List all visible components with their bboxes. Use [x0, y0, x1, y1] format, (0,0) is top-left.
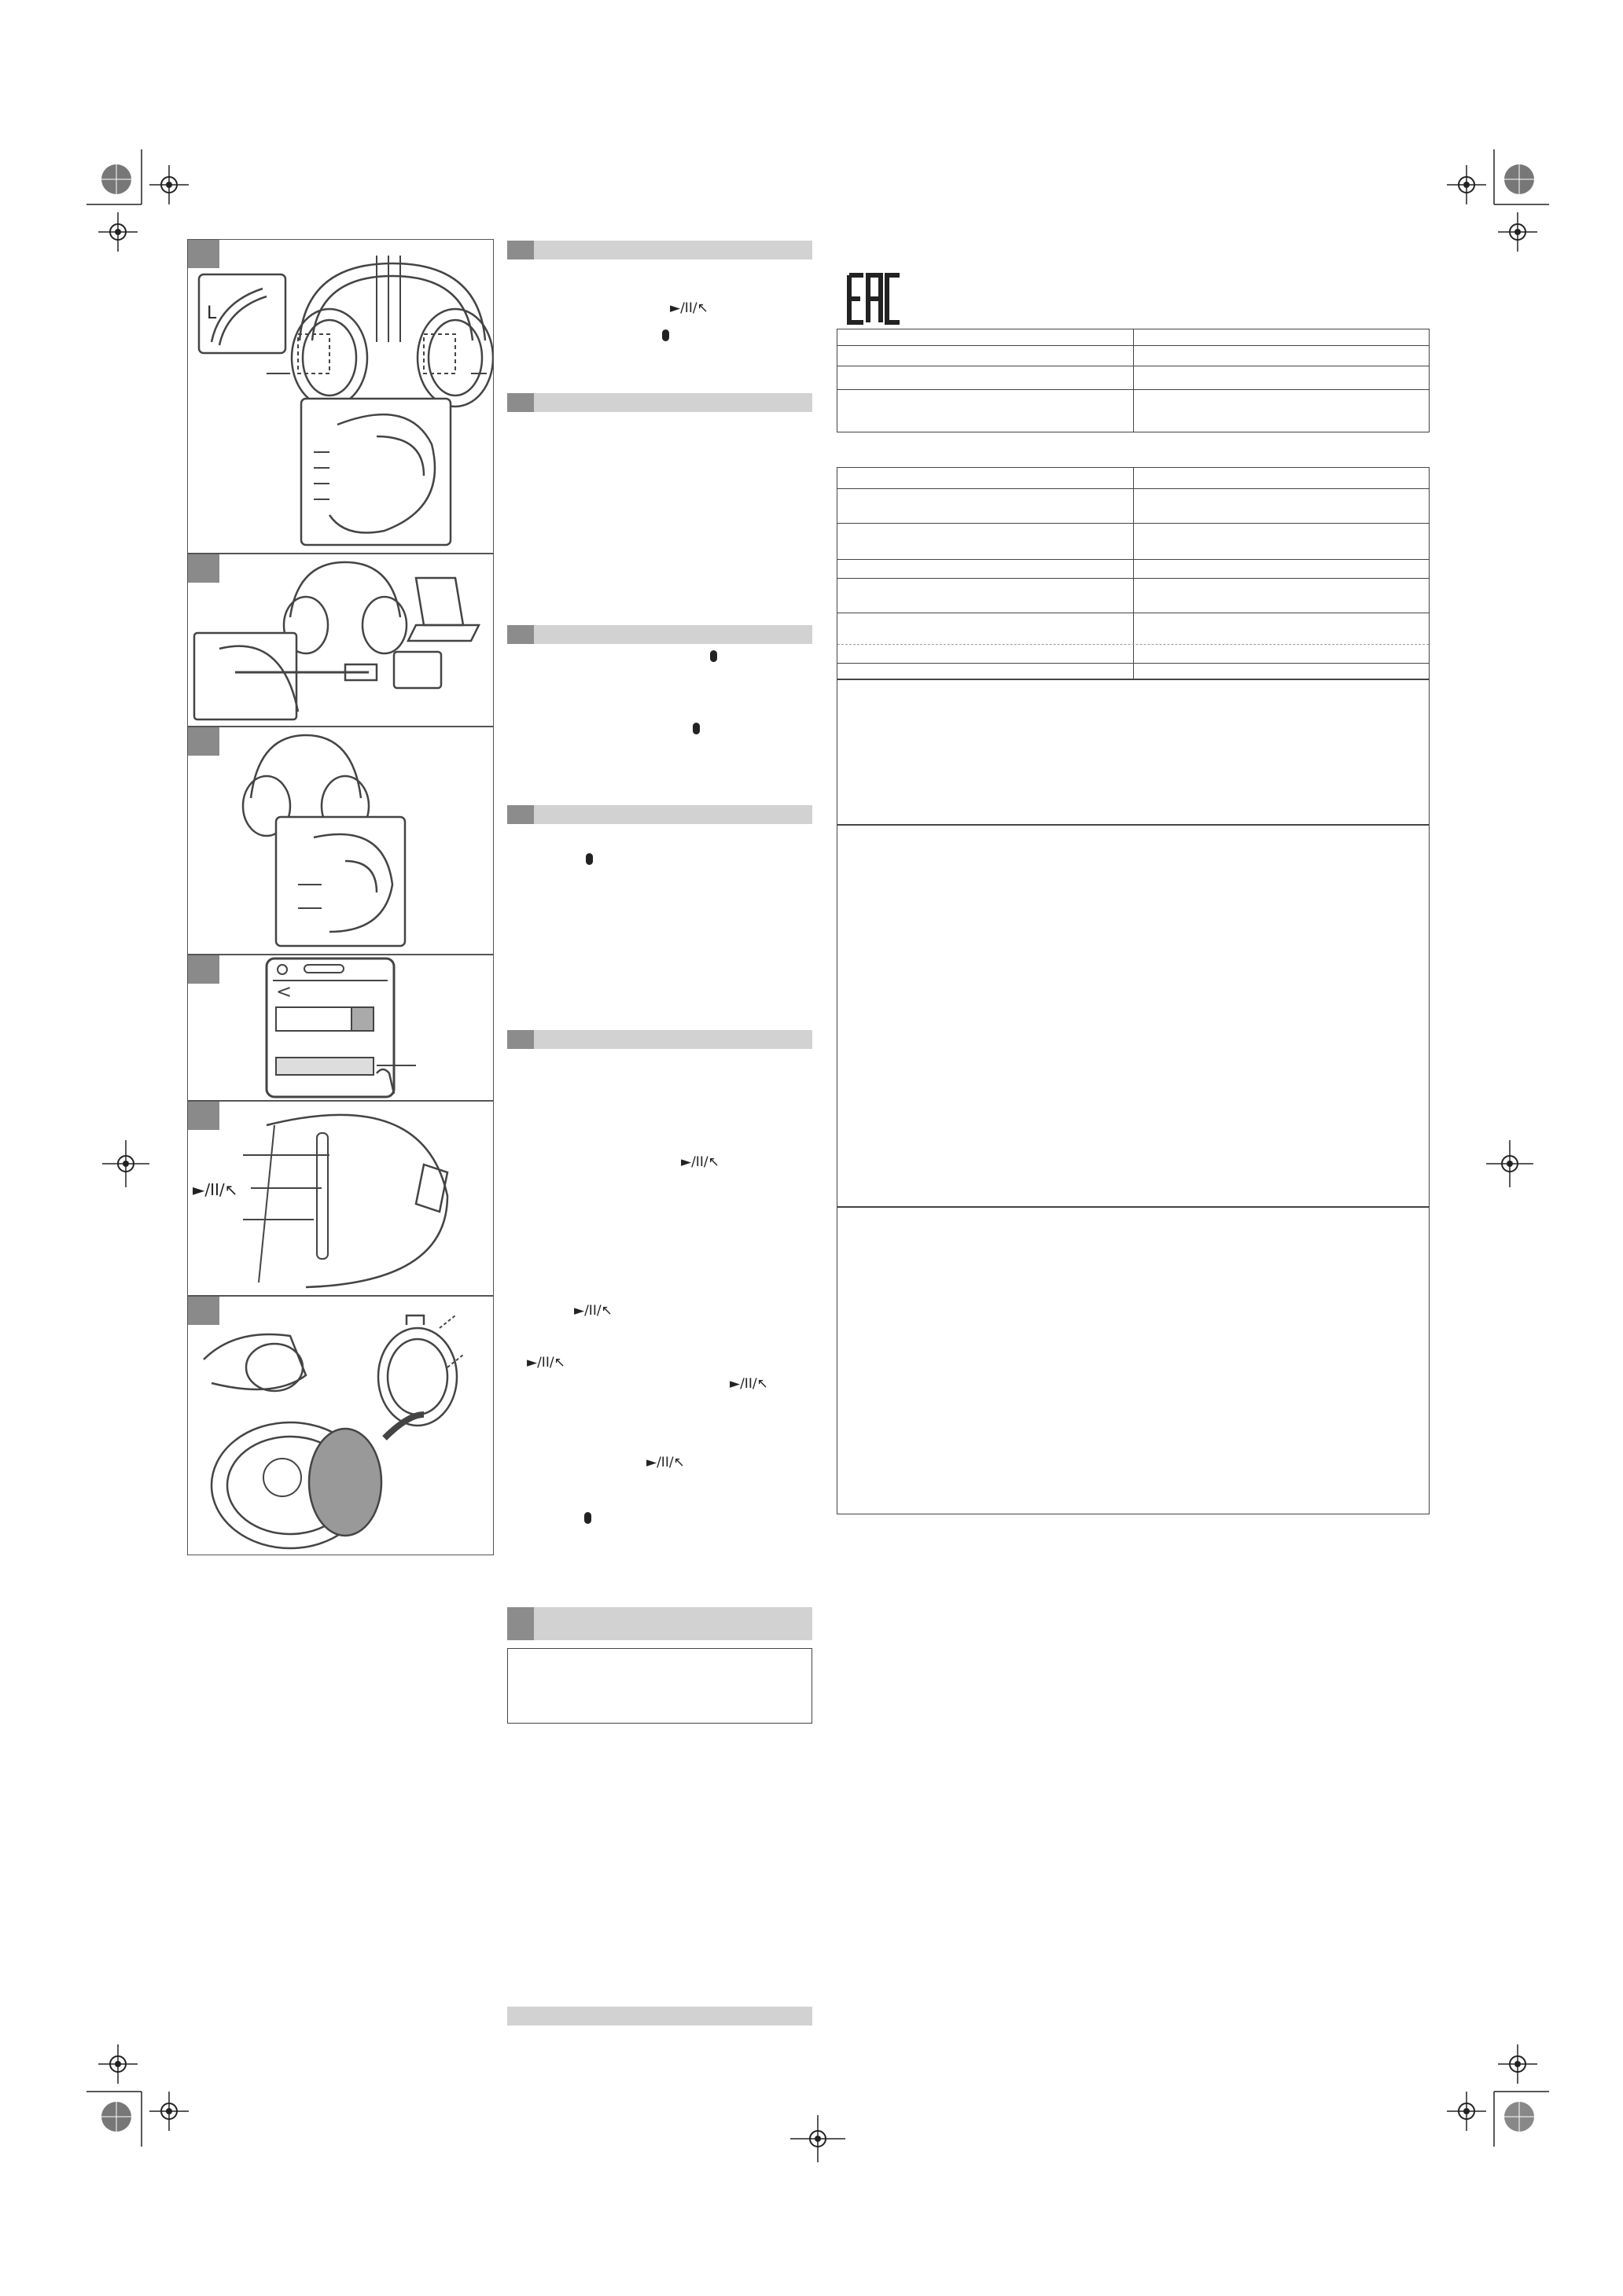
figure-panel-2: [187, 554, 494, 727]
registration-mark-mid-left: [94, 1132, 157, 1195]
figure-panel-1: [187, 239, 494, 554]
figure-number-tab: [188, 1102, 219, 1130]
section-header-tab: [507, 805, 534, 824]
ear-pad-replacement-illustration: [188, 1297, 494, 1555]
play-pause-call-symbol: ►/II/↖: [730, 1376, 768, 1392]
section-header-tab: [507, 1030, 534, 1049]
section-header-tab: [507, 241, 534, 259]
figure-number-tab: [188, 1297, 219, 1325]
section-header-1: [507, 241, 812, 259]
play-pause-call-symbol: ►/II/↖: [527, 1355, 565, 1371]
figure-number-tab: [188, 554, 219, 583]
usb-charging-illustration: [188, 554, 494, 727]
play-pause-call-button-label: ►/II/↖: [193, 1180, 238, 1199]
play-pause-call-symbol: ►/II/↖: [574, 1303, 613, 1319]
headphones-overview-illustration: [188, 240, 494, 554]
play-pause-call-symbol: ►/II/↖: [670, 300, 708, 316]
smartphone-pairing-illustration: [188, 955, 494, 1101]
section-header-tab: [507, 625, 534, 644]
play-pause-call-symbol: ►/II/↖: [681, 1154, 719, 1170]
svg-text:L: L: [207, 304, 217, 323]
bluetooth-icon: [710, 648, 717, 664]
power-button-illustration: [188, 727, 494, 955]
spec-table-2: [837, 467, 1430, 679]
bluetooth-icon: [584, 1510, 591, 1525]
play-pause-call-symbol: ►/II/↖: [646, 1455, 685, 1470]
registration-mark-bottom-right: [1415, 2013, 1549, 2147]
registration-mark-top-right: [1415, 149, 1549, 283]
spec-table-1: [837, 329, 1430, 432]
section-header-3: [507, 625, 812, 644]
svg-text:<: <: [276, 981, 293, 1003]
figure-number-tab: [188, 240, 219, 268]
section-header-2: [507, 393, 812, 412]
figure-panel-5: [187, 1101, 494, 1296]
bluetooth-icon: [693, 720, 700, 736]
section-header-7: [507, 2007, 812, 2026]
figure-number-tab: [188, 955, 219, 984]
section-header-tab: [507, 393, 534, 412]
figure-number-tab: [188, 727, 219, 756]
eac-logo-icon: [846, 270, 903, 327]
registration-mark-bottom-left: [86, 2013, 220, 2147]
section-header-6: [507, 1607, 812, 1640]
registration-mark-mid-right: [1478, 1132, 1541, 1195]
info-box-2: [837, 824, 1430, 1208]
eac-certification-mark: [846, 270, 903, 331]
section-header-4: [507, 805, 812, 824]
notice-box: [507, 1648, 812, 1724]
bluetooth-icon: [586, 851, 593, 867]
section-header-tab: [507, 1607, 534, 1640]
figure-panel-3: [187, 727, 494, 955]
info-box-1: [837, 679, 1430, 826]
info-box-3: [837, 1206, 1430, 1514]
registration-mark-bottom-center: [778, 2107, 857, 2170]
bluetooth-icon: [662, 327, 669, 343]
figure-panel-6: [187, 1296, 494, 1555]
section-header-5: [507, 1030, 812, 1049]
figure-panel-4: [187, 955, 494, 1101]
